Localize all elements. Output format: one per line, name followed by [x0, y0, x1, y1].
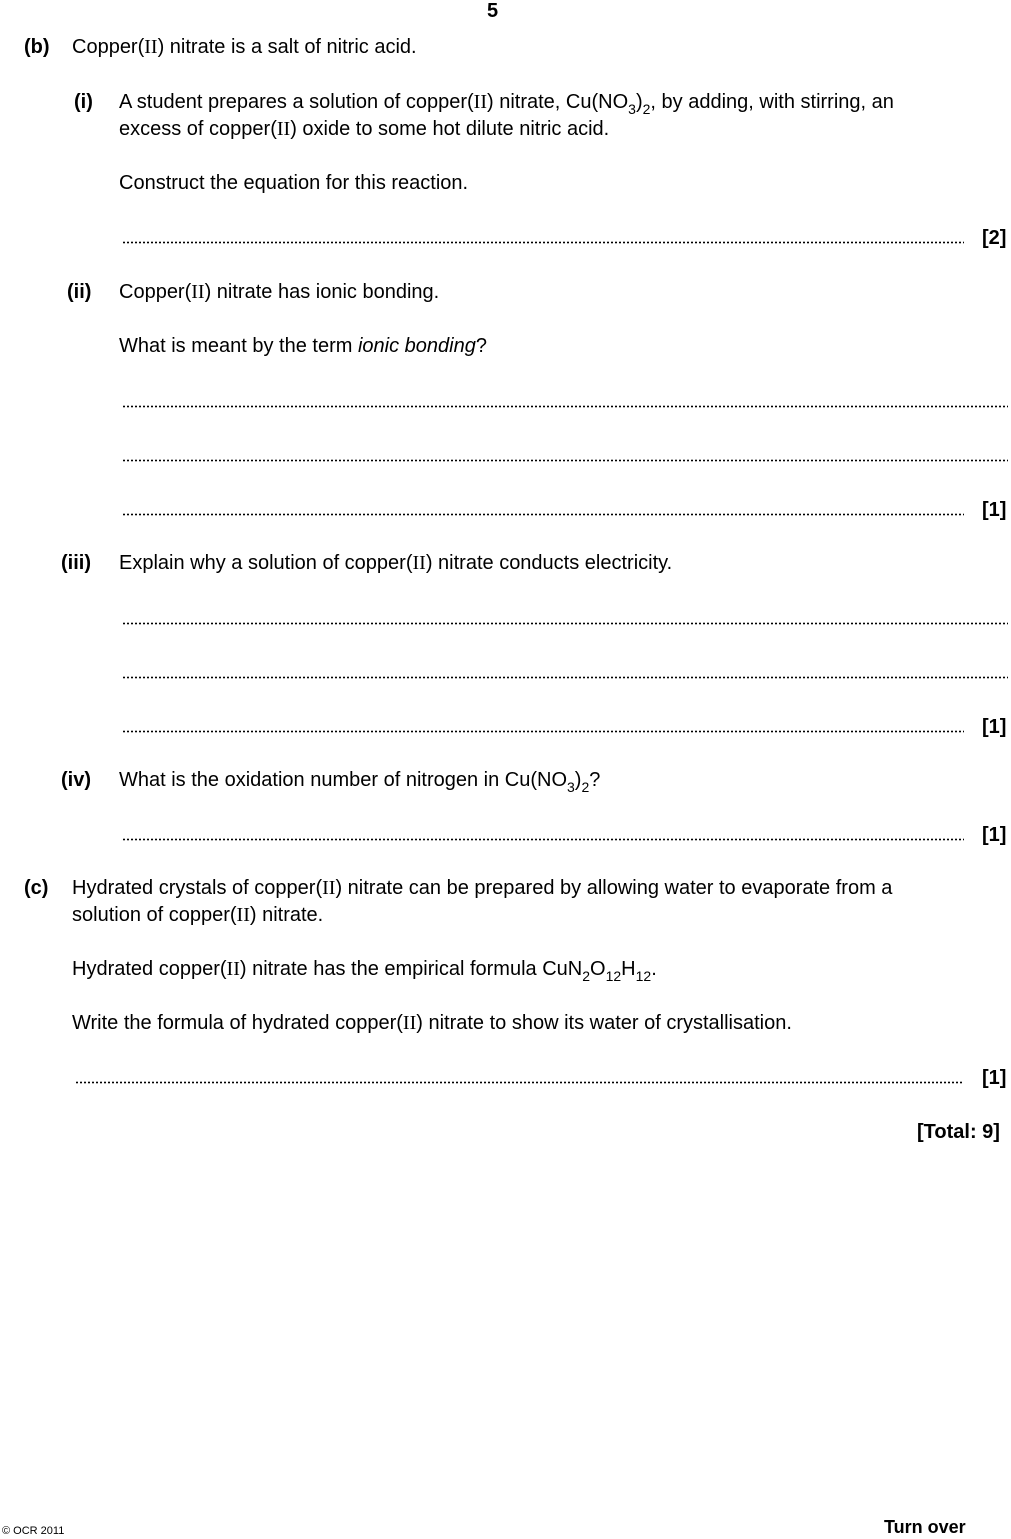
question-iii-label: (iii) — [61, 552, 91, 574]
question-i-line2: excess of copper(II) oxide to some hot dilute nitric acid. — [119, 118, 610, 140]
question-iii-line1: Explain why a solution of copper(II) nitrate conducts electricity. — [119, 552, 673, 574]
total-marks: [Total: 9] — [917, 1121, 1000, 1143]
answer-line-ii-3[interactable] — [122, 513, 964, 516]
part-c-label: (c) — [24, 877, 49, 899]
answer-line-ii-1[interactable] — [122, 405, 1008, 408]
marks-iii: [1] — [982, 716, 1007, 738]
part-c-line4: Write the formula of hydrated copper(II) nitrate to show its water of crystallisation. — [72, 1012, 792, 1034]
question-i-line1: A student prepares a solution of copper(II) nitrate, $Cu(NO_3)_2$, by adding, with stirring, an — [119, 91, 894, 117]
answer-line-iii-1[interactable] — [122, 622, 1008, 625]
part-b-label: (b) — [24, 36, 50, 58]
question-i-instruction: Construct the equation for this reaction. — [119, 172, 469, 194]
page-number: 5 — [487, 0, 499, 22]
answer-line-iv-1[interactable] — [122, 838, 964, 841]
part-c-line3: Hydrated copper(II) nitrate has the empirical formula $CuN_2O_{12}H_{12}$. — [72, 958, 657, 984]
answer-line-i-1[interactable] — [122, 241, 964, 244]
part-b-intro: Copper(II) nitrate is a salt of nitric acid. — [72, 36, 417, 58]
copyright: © OCR 2011 — [2, 1525, 65, 1537]
question-ii-line1: Copper(II) nitrate has ionic bonding. — [119, 281, 440, 303]
marks-c: [1] — [982, 1067, 1007, 1089]
question-iv-label: (iv) — [61, 769, 91, 791]
answer-line-iii-2[interactable] — [122, 676, 1008, 679]
turn-over: Turn over — [884, 1517, 966, 1537]
answer-line-ii-2[interactable] — [122, 459, 1008, 462]
answer-line-c-1[interactable] — [75, 1081, 964, 1084]
question-ii-question: What is meant by the term ionic bonding? — [119, 335, 487, 357]
marks-iv: [1] — [982, 824, 1007, 846]
question-i-label: (i) — [74, 91, 93, 113]
part-c-line1: Hydrated crystals of copper(II) nitrate can be prepared by allowing water to evaporate from a — [72, 877, 893, 899]
question-iv-line1: What is the oxidation number of nitrogen in $Cu(NO_3)_2$? — [119, 769, 601, 795]
question-ii-label: (ii) — [67, 281, 92, 303]
marks-i: [2] — [982, 227, 1007, 249]
answer-line-iii-3[interactable] — [122, 730, 964, 733]
part-c-line2: solution of copper(II) nitrate. — [72, 904, 324, 926]
marks-ii: [1] — [982, 499, 1007, 521]
